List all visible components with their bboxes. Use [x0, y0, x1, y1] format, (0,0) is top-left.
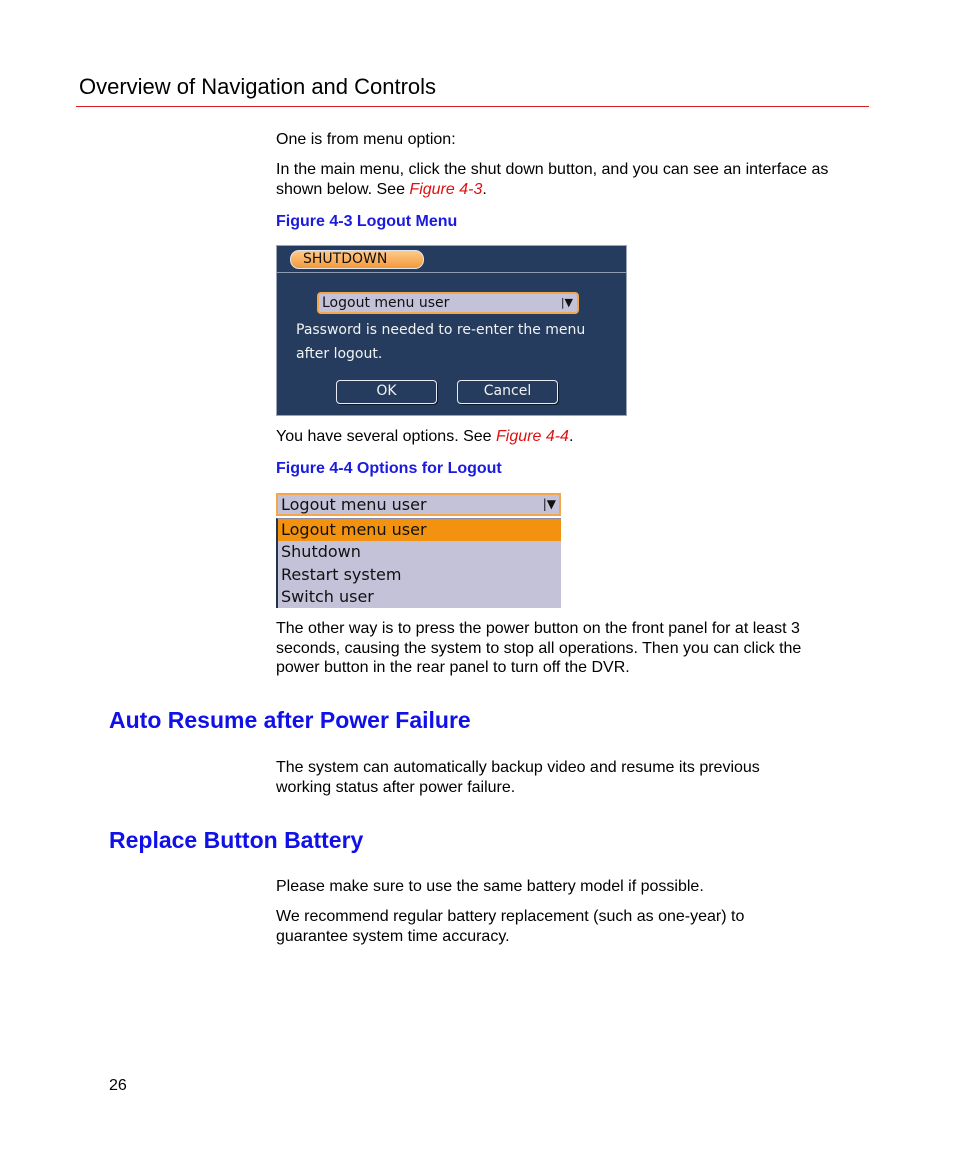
options-paragraph [276, 427, 856, 447]
option-restart-system[interactable]: Restart system [281, 564, 402, 584]
dialog-message [296, 318, 616, 366]
ok-button[interactable]: OK [336, 380, 437, 404]
intro-paragraph-1: One is from menu option: [276, 131, 456, 148]
battery-line-2: guarantee system time accuracy. [276, 927, 510, 945]
message-line-2: after logout. [296, 346, 383, 362]
other-way-line-3: power button in the rear panel to turn off the DVR. [276, 659, 630, 676]
intro-text: In the main menu, click the shut down button, and you can see an interface as shown below. See [276, 161, 829, 198]
other-way-line-1: The other way is to press the power button on the front panel for at least 3 [276, 620, 800, 637]
page-header-title: Overview of Navigation and Controls [79, 74, 437, 99]
select-value: Logout menu user [322, 295, 450, 311]
option-logout-menu-user[interactable]: Logout menu user [278, 519, 561, 541]
figure-4-3-link[interactable]: Figure 4-3 [409, 180, 483, 198]
figure-4-3-caption: Figure 4-3 Logout Menu [276, 213, 458, 230]
dropdown-arrow-icon: |▼ [560, 296, 573, 309]
options-period: . [568, 428, 574, 445]
dropdown-arrow-icon: |▼ [542, 497, 556, 511]
intro-period: . [482, 180, 487, 198]
cancel-button[interactable]: Cancel [457, 380, 558, 404]
shutdown-tab[interactable]: SHUTDOWN [290, 250, 424, 269]
header-divider [76, 106, 869, 107]
other-way-line-2: seconds, causing the system to stop all operations. Then you can click the [276, 639, 802, 657]
battery-paragraph-1: Please make sure to use the same battery model if possible. [276, 878, 704, 895]
page-number: 26 [109, 1077, 127, 1094]
auto-resume-line-1: The system can automatically backup video and resume its previous [276, 759, 760, 776]
option-switch-user[interactable]: Switch user [281, 586, 374, 606]
battery-heading: Replace Button Battery [109, 827, 364, 853]
logout-mode-select[interactable] [317, 292, 579, 314]
auto-resume-heading: Auto Resume after Power Failure [109, 707, 471, 733]
select-value: Logout menu user [281, 495, 427, 514]
logout-options-list [276, 518, 561, 608]
message-line-1: Password is needed to re-enter the menu [296, 322, 586, 338]
logout-dialog [276, 245, 627, 416]
figure-4-4-caption: Figure 4-4 Options for Logout [276, 460, 502, 477]
dialog-title-bar [277, 246, 626, 273]
other-way-paragraph [276, 619, 856, 678]
auto-resume-paragraph [276, 758, 856, 797]
auto-resume-line-2: working status after power failure. [276, 778, 516, 796]
options-text: You have several options. See [276, 428, 497, 445]
battery-line-1: We recommend regular battery replacement (such as one-year) to [276, 908, 745, 925]
option-shutdown[interactable]: Shutdown [281, 542, 361, 562]
battery-paragraph-2 [276, 907, 856, 946]
figure-4-4-link[interactable]: Figure 4-4 [496, 428, 569, 445]
logout-options-select[interactable] [276, 493, 561, 516]
intro-paragraph-2 [276, 160, 856, 199]
